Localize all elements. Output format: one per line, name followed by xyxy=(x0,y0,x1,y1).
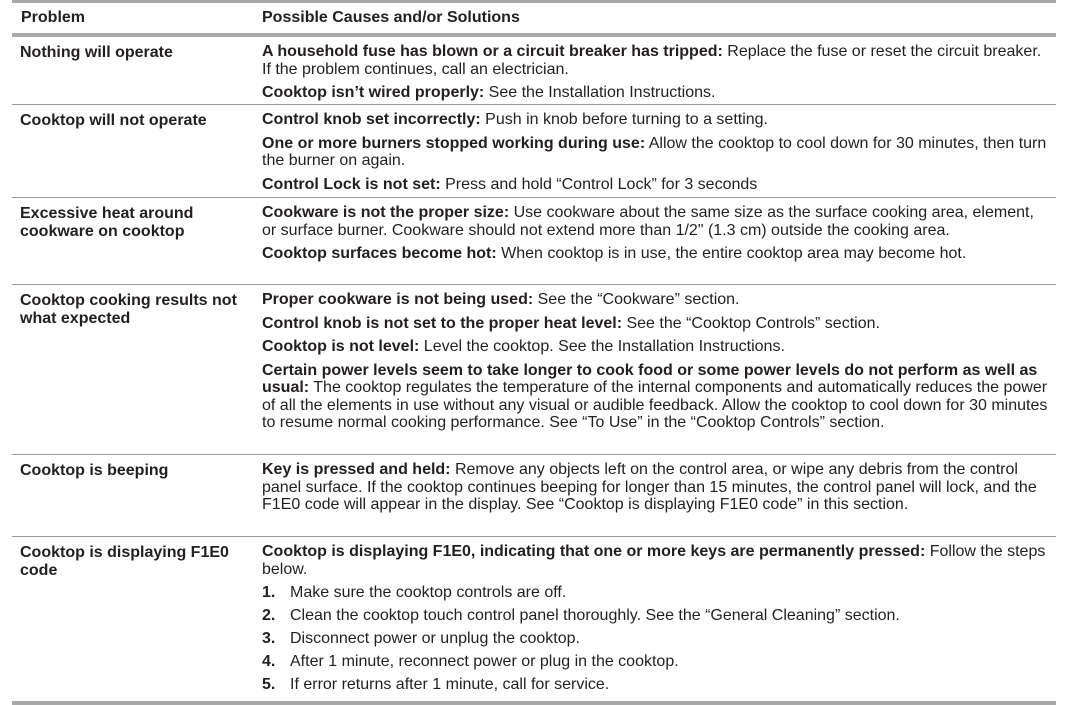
cause-label: Cooktop is displaying F1E0, indicating that one or more keys are permanently pressed: xyxy=(262,543,926,560)
table-body xyxy=(12,37,1056,701)
cause-solution xyxy=(262,315,1050,333)
cause-label: Cookware is not the proper size: xyxy=(262,204,510,221)
cause-solution xyxy=(262,291,1050,309)
step-number: 2. xyxy=(262,607,276,624)
step-number: 3. xyxy=(262,630,276,647)
solution-text: Allow the cooktop to cool down for 30 minutes, then turn the burner on again. xyxy=(262,134,1047,169)
cause-label: Cooktop is not level: xyxy=(262,338,420,355)
solution-text: Follow the steps below. xyxy=(262,543,1046,578)
table-header xyxy=(12,3,1056,33)
solution-cell xyxy=(262,455,1056,536)
table-row xyxy=(12,285,1056,455)
cause-label: Cooktop isn’t wired properly: xyxy=(262,84,485,101)
list-item xyxy=(262,676,1050,694)
list-item xyxy=(262,630,1050,648)
cause-solution xyxy=(262,176,1050,194)
cause-solution xyxy=(262,43,1050,78)
solution-text: Use cookware about the same size as the surface cooking area, element, or surface burner. Cookware should not extend more than 1/2" (1.3 cm) outside the cooking area. xyxy=(262,204,1034,239)
solution-text: See the Installation Instructions. xyxy=(484,84,716,101)
table-row xyxy=(12,198,1056,285)
step-text: Clean the cooktop touch control panel thoroughly. See the “General Cleaning” section. xyxy=(290,607,900,624)
cause-solution xyxy=(262,461,1050,514)
step-number: 5. xyxy=(262,676,276,693)
step-number: 1. xyxy=(262,584,276,601)
solution-text: Push in knob before turning to a setting. xyxy=(480,111,768,128)
step-text: Make sure the cooktop controls are off. xyxy=(290,584,567,601)
cause-label: Key is pressed and held: xyxy=(262,461,451,478)
step-text: If error returns after 1 minute, call for service. xyxy=(290,676,610,693)
header-causes: Possible Causes and/or Solutions xyxy=(262,9,520,26)
cause-label: Control knob set incorrectly: xyxy=(262,111,481,128)
list-item xyxy=(262,653,1050,671)
cause-label: Cooktop surfaces become hot: xyxy=(262,245,497,262)
solution-text: Remove any objects left on the control area, or wipe any debris from the control panel surface. If the cooktop continues beeping for longer than 15 minutes, the control panel will lock, and the F1E0 code will appear in the display. See “Cooktop is displaying F1E0 code” in this section. xyxy=(262,461,1037,513)
solution-text: See the “Cooktop Controls” section. xyxy=(622,314,880,332)
problem-cell: Cooktop will not operate xyxy=(20,112,207,129)
step-number: 4. xyxy=(262,653,276,670)
problem-cell: Nothing will operate xyxy=(20,44,173,61)
cause-solution xyxy=(262,111,1050,129)
cause-solution xyxy=(262,338,1050,356)
cause-label: One or more burners stopped working during use: xyxy=(262,134,646,152)
cause-solution xyxy=(262,543,1050,578)
solution-text: When cooktop is in use, the entire cooktop area may become hot. xyxy=(496,245,967,262)
solution-cell xyxy=(262,285,1056,454)
cause-solution xyxy=(262,204,1050,239)
solution-text: Press and hold “Control Lock” for 3 seconds xyxy=(440,175,758,193)
problem-cell: Cooktop cooking results not what expected xyxy=(20,292,237,327)
cause-solution xyxy=(262,362,1050,432)
solution-text: Level the cooktop. See the Installation Instructions. xyxy=(419,338,785,355)
table-row xyxy=(12,537,1056,701)
problem-cell: Excessive heat around cookware on cooktop xyxy=(20,205,194,240)
solution-text: The cooktop regulates the temperature of the internal components and automatically reduces the power of all the elements in use without any visual or audible feedback. Allow the cooktop to cool down for 30 minutes to resume normal cooking performance. See “To Use” in the “Cooktop Controls” section. xyxy=(262,379,1048,431)
cause-label: Control Lock is not set: xyxy=(262,175,441,193)
table-row xyxy=(12,455,1056,537)
bottom-rule xyxy=(12,701,1056,705)
solution-text: Replace the fuse or reset the circuit breaker. If the problem continues, call an electrician. xyxy=(262,43,1042,78)
table-row xyxy=(12,37,1056,105)
cause-solution xyxy=(262,135,1050,170)
step-text: After 1 minute, reconnect power or plug in the cooktop. xyxy=(290,653,679,670)
header-problem: Problem xyxy=(21,9,86,26)
steps-list xyxy=(262,584,1050,694)
cause-label: Certain power levels seem to take longer to cook food or some power levels do not perform as well as usual: xyxy=(262,361,1038,396)
table-row xyxy=(12,105,1056,198)
solution-cell xyxy=(262,37,1056,104)
cause-solution xyxy=(262,84,1050,102)
problem-cell: Cooktop is displaying F1E0 code xyxy=(20,544,229,579)
solution-text: See the “Cookware” section. xyxy=(533,291,740,308)
solution-cell xyxy=(262,198,1056,284)
cause-solution xyxy=(262,245,1050,263)
cause-label: Control knob is not set to the proper heat level: xyxy=(262,314,623,332)
cause-label: A household fuse has blown or a circuit breaker has tripped: xyxy=(262,43,723,60)
list-item xyxy=(262,607,1050,625)
troubleshooting-table xyxy=(12,0,1056,705)
list-item xyxy=(262,584,1050,602)
step-text: Disconnect power or unplug the cooktop. xyxy=(290,630,580,647)
cause-label: Proper cookware is not being used: xyxy=(262,291,534,308)
problem-cell: Cooktop is beeping xyxy=(20,462,169,479)
solution-cell xyxy=(262,537,1056,701)
solution-cell xyxy=(262,105,1056,197)
